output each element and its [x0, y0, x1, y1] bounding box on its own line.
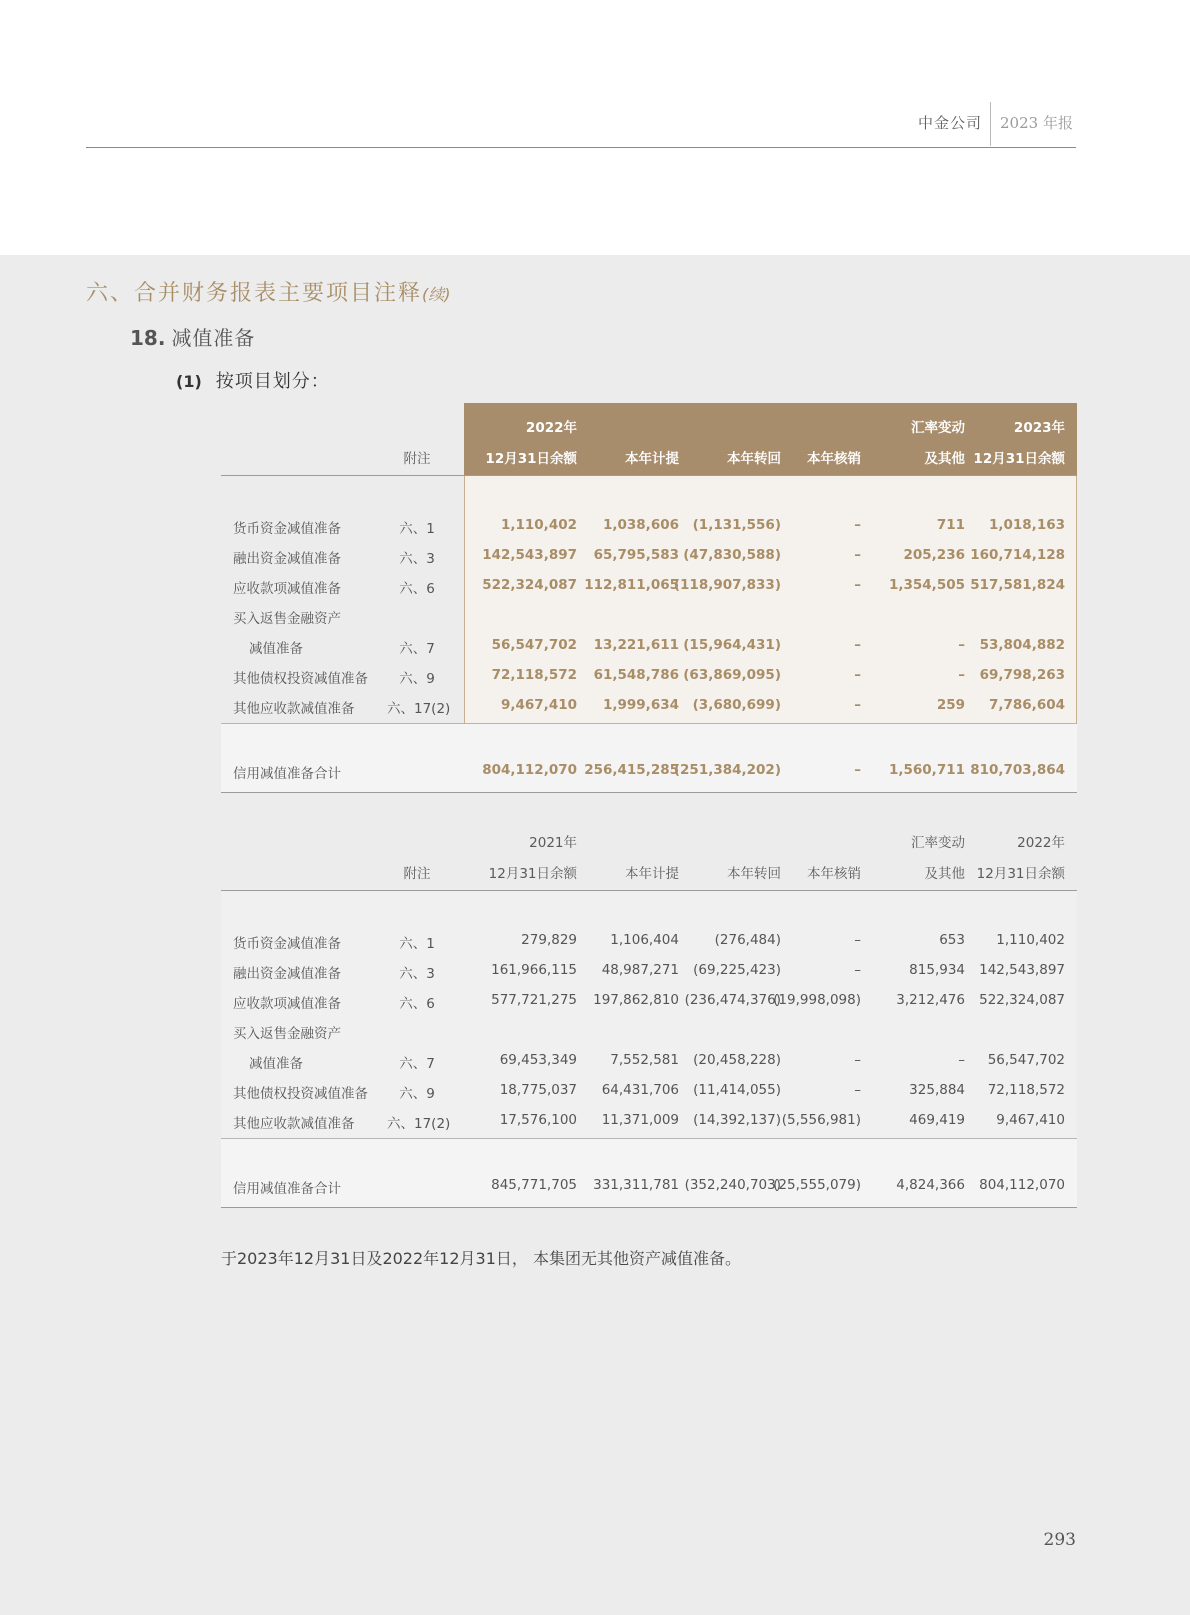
table-row: [221, 962, 1077, 986]
row-label: 减值准备: [249, 641, 303, 657]
row-note: 六、1: [399, 936, 435, 952]
bottom-rule: [221, 792, 1077, 793]
table-row: [221, 667, 1077, 691]
row-value: 522,324,087: [482, 577, 577, 593]
total-value: 331,311,781: [593, 1177, 679, 1193]
table-row: [221, 697, 1077, 721]
row-value: 279,829: [521, 932, 577, 948]
header-company-name: 中金公司: [917, 114, 982, 132]
row-value: 325,884: [909, 1082, 965, 1098]
row-note: 六、1: [399, 521, 435, 537]
total-value: (251,384,202): [673, 762, 781, 778]
total-value: (25,555,079): [773, 1177, 861, 1193]
column-header-provision: 本年计提: [625, 451, 679, 467]
row-note: 六、3: [399, 966, 435, 982]
section-title-text: 六、合并财务报表主要项目注释: [86, 281, 423, 306]
column-header-provision: 本年计提: [625, 866, 679, 882]
page-number: 293: [1043, 1530, 1076, 1550]
table-row: [221, 607, 1077, 631]
row-value: 469,419: [909, 1112, 965, 1128]
column-header-writeoff: 本年核销: [807, 451, 861, 467]
row-value: (69,225,423): [693, 962, 781, 978]
row-value: –: [854, 517, 861, 533]
column-header-fx-line2: 及其他: [924, 866, 965, 882]
row-value: 1,106,404: [610, 932, 679, 948]
row-value: 577,721,275: [491, 992, 577, 1008]
subsection-title-text: 减值准备: [171, 326, 256, 350]
row-value: 142,543,897: [979, 962, 1065, 978]
row-label: 融出资金减值准备: [233, 966, 341, 982]
row-value: 56,547,702: [491, 637, 577, 653]
row-value: 65,795,583: [593, 547, 679, 563]
row-label: 其他债权投资减值准备: [233, 671, 368, 687]
row-value: 205,236: [903, 547, 965, 563]
header-divider: [990, 102, 991, 146]
row-value: 160,714,128: [970, 547, 1065, 563]
table-row: [221, 517, 1077, 541]
column-header-closing-date: 12月31日余额: [973, 451, 1065, 467]
row-value: (15,964,431): [683, 637, 781, 653]
row-value: (5,556,981): [781, 1112, 861, 1128]
item-title-text: 按项目划分：: [215, 371, 330, 392]
bottom-rule: [221, 1207, 1077, 1208]
row-value: (276,484): [714, 932, 781, 948]
row-value: 522,324,087: [979, 992, 1065, 1008]
row-label: 货币资金减值准备: [233, 936, 341, 952]
row-value: 711: [936, 517, 965, 533]
row-label: 货币资金减值准备: [233, 521, 341, 537]
table-row: [221, 932, 1077, 956]
row-value: –: [854, 697, 861, 713]
row-value: 9,467,410: [996, 1112, 1065, 1128]
row-label: 融出资金减值准备: [233, 551, 341, 567]
row-value: –: [854, 932, 861, 948]
row-value: 64,431,706: [601, 1082, 679, 1098]
row-note: 六、6: [399, 996, 435, 1012]
row-value: 48,987,271: [601, 962, 679, 978]
row-value: (19,998,098): [773, 992, 861, 1008]
row-value: 13,221,611: [593, 637, 679, 653]
row-value: 161,966,115: [491, 962, 577, 978]
row-value: 53,804,882: [979, 637, 1065, 653]
column-header-opening-year: 2021年: [529, 835, 577, 851]
item-title: [176, 367, 330, 393]
row-value: (14,392,137): [693, 1112, 781, 1128]
row-value: 11,371,009: [601, 1112, 679, 1128]
table-row: [221, 637, 1077, 661]
row-value: 17,576,100: [499, 1112, 577, 1128]
row-value: 18,775,037: [499, 1082, 577, 1098]
total-label: 信用减值准备合计: [233, 766, 341, 782]
row-value: (236,474,376): [684, 992, 781, 1008]
column-header-writeoff: 本年核销: [807, 866, 861, 882]
row-value: (11,414,055): [693, 1082, 781, 1098]
header-rule: [221, 890, 1077, 891]
row-value: –: [854, 667, 861, 683]
row-note: 六、9: [399, 1086, 435, 1102]
row-value: 1,354,505: [888, 577, 965, 593]
row-value: 653: [939, 932, 965, 948]
row-value: –: [958, 637, 965, 653]
total-value: 4,824,366: [896, 1177, 965, 1193]
row-value: –: [958, 667, 965, 683]
row-value: (118,907,833): [673, 577, 781, 593]
footnote: 于2023年12月31日及2022年12月31日， 本集团无其他资产减值准备。: [221, 1249, 741, 1268]
table-row: [221, 577, 1077, 601]
header-report-title: 2023 年报: [1000, 114, 1073, 132]
row-value: –: [854, 1052, 861, 1068]
row-value: (1,131,556): [692, 517, 781, 533]
row-value: 142,543,897: [482, 547, 577, 563]
column-header-opening-year: 2022年: [525, 420, 577, 436]
row-value: (20,458,228): [693, 1052, 781, 1068]
row-value: 1,999,634: [602, 697, 679, 713]
row-label: 其他债权投资减值准备: [233, 1086, 368, 1102]
table-row: [221, 1052, 1077, 1076]
total-rule: [221, 723, 1077, 724]
item-number: (1): [176, 372, 202, 391]
row-value: 69,798,263: [979, 667, 1065, 683]
row-note: 六、17(2): [387, 701, 451, 717]
column-header-fx-line2: 及其他: [924, 451, 965, 467]
column-header-closing-date: 12月31日余额: [976, 866, 1065, 882]
row-label: 其他应收款减值准备: [233, 701, 355, 717]
row-note: 六、7: [399, 1056, 435, 1072]
column-header-fx-line1: 汇率变动: [911, 835, 965, 851]
impairment-table-2022: [221, 818, 1077, 1208]
table-row: [221, 1112, 1077, 1136]
row-label: 应收款项减值准备: [233, 581, 341, 597]
row-value: –: [958, 1052, 965, 1068]
row-value: 61,548,786: [593, 667, 679, 683]
total-value: 810,703,864: [970, 762, 1065, 778]
total-value: –: [854, 762, 861, 778]
column-header-closing-year: 2022年: [1017, 835, 1065, 851]
row-note: 六、17(2): [387, 1116, 451, 1132]
row-value: 7,786,604: [988, 697, 1065, 713]
header-rule: [86, 147, 1076, 148]
row-value: 56,547,702: [987, 1052, 1065, 1068]
row-value: (3,680,699): [692, 697, 781, 713]
column-header-note: 附注: [403, 866, 431, 882]
row-value: 69,453,349: [499, 1052, 577, 1068]
column-header-closing-year: 2023年: [1013, 420, 1065, 436]
row-value: 112,811,065: [584, 577, 679, 593]
column-header-note: 附注: [403, 451, 431, 467]
header-rule: [221, 475, 1077, 476]
total-label: 信用减值准备合计: [233, 1181, 341, 1197]
total-value: (352,240,703): [684, 1177, 781, 1193]
total-value: 804,112,070: [482, 762, 577, 778]
table-row: [221, 1082, 1077, 1106]
subsection-title: [130, 322, 255, 351]
total-row: [221, 1177, 1077, 1201]
column-header-reversal: 本年转回: [727, 451, 781, 467]
row-value: –: [854, 1082, 861, 1098]
column-header-fx-line1: 汇率变动: [911, 420, 965, 436]
total-value: 1,560,711: [888, 762, 965, 778]
row-value: 1,018,163: [988, 517, 1065, 533]
column-header-opening-date: 12月31日余额: [485, 451, 577, 467]
row-value: 259: [936, 697, 965, 713]
total-row: [221, 762, 1077, 786]
total-rule: [221, 1138, 1077, 1139]
row-value: 72,118,572: [491, 667, 577, 683]
row-label: 买入返售金融资产: [233, 611, 341, 627]
row-value: (47,830,588): [683, 547, 781, 563]
row-note: 六、7: [399, 641, 435, 657]
table-row: [221, 547, 1077, 571]
row-value: 197,862,810: [593, 992, 679, 1008]
row-label: 减值准备: [249, 1056, 303, 1072]
table-row: [221, 992, 1077, 1016]
section-title: [86, 276, 451, 307]
row-value: 3,212,476: [896, 992, 965, 1008]
row-note: 六、3: [399, 551, 435, 567]
row-label: 买入返售金融资产: [233, 1026, 341, 1042]
row-value: 815,934: [909, 962, 965, 978]
total-value: 256,415,285: [584, 762, 679, 778]
column-header-reversal: 本年转回: [727, 866, 781, 882]
row-value: 7,552,581: [610, 1052, 679, 1068]
row-label: 应收款项减值准备: [233, 996, 341, 1012]
row-note: 六、6: [399, 581, 435, 597]
row-value: 517,581,824: [970, 577, 1065, 593]
row-value: 72,118,572: [987, 1082, 1065, 1098]
row-value: –: [854, 547, 861, 563]
row-value: –: [854, 577, 861, 593]
row-value: 1,038,606: [602, 517, 679, 533]
row-value: (63,869,095): [683, 667, 781, 683]
row-label: 其他应收款减值准备: [233, 1116, 355, 1132]
column-header-opening-date: 12月31日余额: [488, 866, 577, 882]
subsection-number: 18.: [130, 326, 166, 350]
row-note: 六、9: [399, 671, 435, 687]
table-row: [221, 1022, 1077, 1046]
row-value: 1,110,402: [500, 517, 577, 533]
total-value: 845,771,705: [491, 1177, 577, 1193]
total-value: 804,112,070: [979, 1177, 1065, 1193]
impairment-table-2023: [221, 403, 1077, 793]
row-value: 9,467,410: [500, 697, 577, 713]
section-continued: (续): [422, 285, 451, 304]
row-value: –: [854, 637, 861, 653]
row-value: –: [854, 962, 861, 978]
row-value: 1,110,402: [996, 932, 1065, 948]
